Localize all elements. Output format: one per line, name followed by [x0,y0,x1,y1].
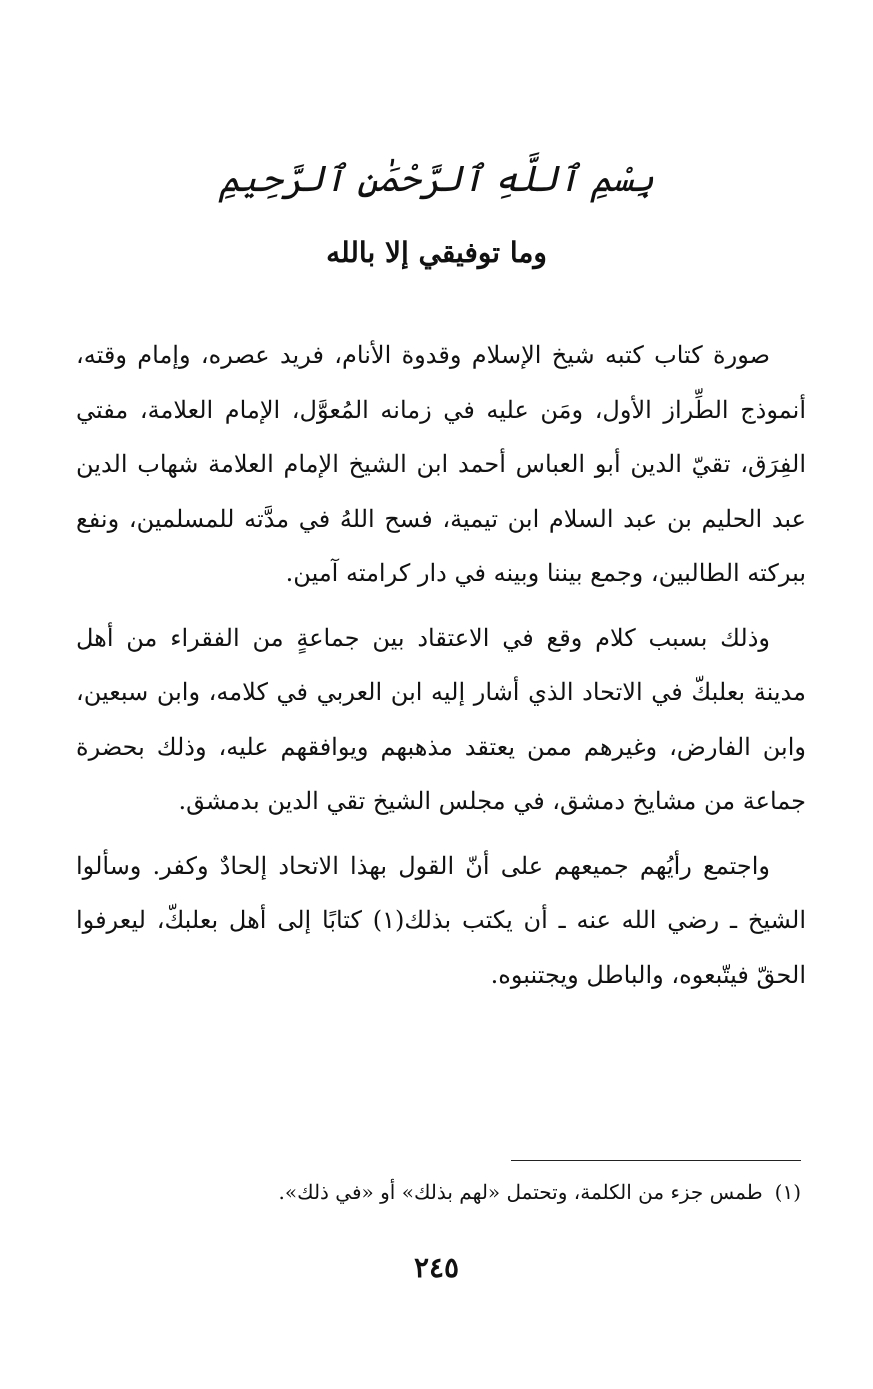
body-text [76,328,806,1012]
footnote-divider [511,1160,801,1161]
footnote-text: طمس جزء من الكلمة، وتحتمل «لهم بذلك» أو «في ذلك». [278,1180,763,1204]
page-number: ٢٤٥ [413,1251,460,1284]
footnote-marker: (١) [774,1180,801,1204]
footnote [71,1172,801,1212]
basmala-heading: بِسْمِ ٱللَّهِ ٱلرَّحْمَٰنِ ٱلرَّحِيمِ [218,159,655,200]
paragraph-1: صورة كتاب كتبه شيخ الإسلام وقدوة الأنام، فريد عصره، وإمام وقته، أنموذج الطِّراز الأول، ومَن عليه في زمانه المُعوَّل، الإمام العلامة، مفتي الفِرَق، تقيّ الدين أبو العباس أحمد ابن الشيخ الإمام العلامة شهاب الدين عبد الحليم بن عبد السلام ابن تيمية، فسح اللهُ في مدَّته للمسلمين، ونفع ببركته الطالبين، وجمع بيننا وبينه في دار كرامته آمين. [76,341,806,587]
paragraph-2: وذلك بسبب كلام وقع في الاعتقاد بين جماعةٍ من الفقراء من أهل مدينة بعلبكّ في الاتحاد الذي أشار إليه ابن العربي في كلامه، وابن سبعين، وابن الفارض، وغيرهم ممن يعتقد مذهبهم ويوافقهم عليه، وذلك بحضرة جماعة من مشايخ دمشق، في مجلس الشيخ تقي الدين بدمشق. [76,623,806,815]
page-subtitle: وما توفيقي إلا بالله [326,236,547,269]
paragraph-3: واجتمع رأيُهم جميعهم على أنّ القول بهذا الاتحاد إلحادٌ وكفر. وسألوا الشيخ ـ رضي الله عنه ـ أن يكتب بذلك(١) كتابًا إلى أهل بعلبكّ، ليعرفوا الحقّ فيتّبعوه، والباطل ويجتنبوه. [76,851,806,989]
